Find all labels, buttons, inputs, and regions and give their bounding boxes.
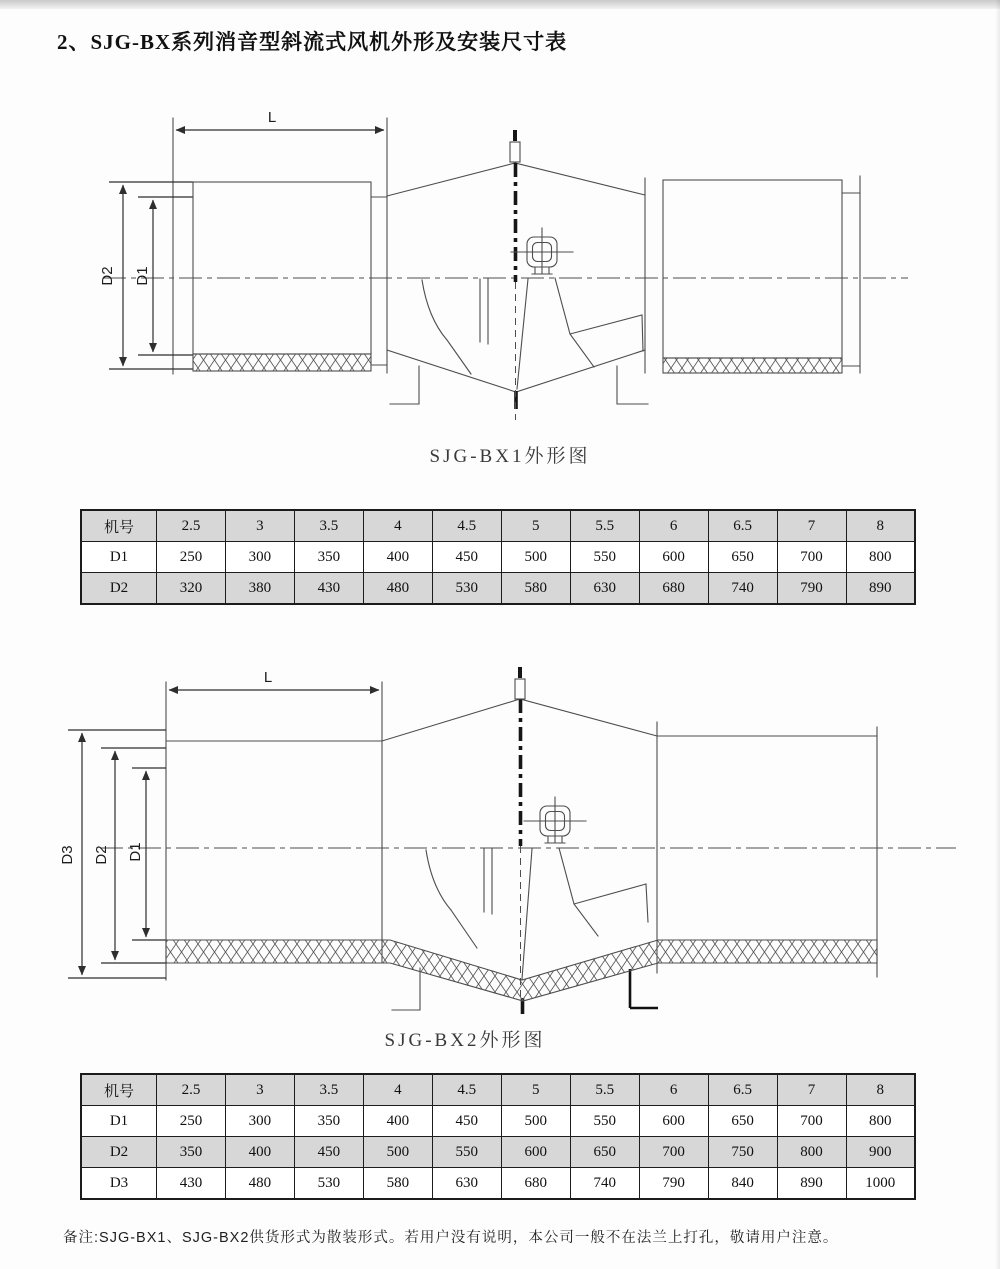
column-header-cell: 8: [846, 1074, 915, 1106]
column-header-cell: 2.5: [157, 1074, 226, 1106]
value-cell: 400: [225, 1137, 294, 1168]
value-cell: 600: [639, 1106, 708, 1137]
value-cell: 650: [570, 1137, 639, 1168]
dim-label-l: L: [263, 669, 273, 686]
table-row: [81, 542, 915, 573]
row-label-cell: D1: [81, 1106, 157, 1137]
column-header-cell: 6.5: [708, 1074, 777, 1106]
value-cell: 580: [363, 1168, 432, 1200]
junction-box-icon: [511, 228, 573, 274]
column-header-cell: 5: [501, 510, 570, 542]
column-header-cell: 5: [501, 1074, 570, 1106]
figure-caption-bx2: SJG-BX2外形图: [384, 1030, 546, 1051]
row-label-cell: D2: [81, 1137, 157, 1168]
row-label-cell: D2: [81, 573, 157, 605]
row-label-cell: 机号: [81, 1074, 157, 1106]
mounting-leg-left: [392, 968, 420, 1010]
value-cell: 790: [639, 1168, 708, 1200]
value-cell: 600: [501, 1137, 570, 1168]
value-cell: 480: [225, 1168, 294, 1200]
column-header-cell: 5.5: [570, 510, 639, 542]
right-silencer: [663, 176, 860, 373]
row-label-cell: D3: [81, 1168, 157, 1200]
dimension-table-bx2: [80, 1073, 916, 1200]
dim-label-d1: D1: [134, 266, 151, 286]
insulation-hatch-band: [166, 940, 877, 1001]
column-header-cell: 6: [639, 1074, 708, 1106]
value-cell: 600: [639, 542, 708, 573]
value-cell: 680: [639, 573, 708, 605]
column-header-cell: 4: [363, 510, 432, 542]
value-cell: 900: [846, 1137, 915, 1168]
value-cell: 500: [501, 542, 570, 573]
value-cell: 400: [363, 1106, 432, 1137]
value-cell: 530: [432, 573, 501, 605]
value-cell: 350: [294, 542, 363, 573]
value-cell: 550: [570, 1106, 639, 1137]
dim-label-d2: D2: [99, 266, 116, 286]
table-header-row: [81, 510, 915, 542]
mounting-leg-right: [630, 969, 658, 1008]
dimension-l: [166, 669, 382, 980]
column-header-cell: 8: [846, 510, 915, 542]
value-cell: 1000: [846, 1168, 915, 1200]
dim-label-d1: D1: [127, 842, 144, 862]
value-cell: 580: [501, 573, 570, 605]
right-silencer: [657, 722, 877, 977]
table-row: [81, 573, 915, 605]
remark-note: 备注:SJG-BX1、SJG-BX2供货形式为散装形式。若用户没有说明，本公司一般不在法兰上打孔，敬请用户注意。: [63, 1230, 839, 1246]
value-cell: 740: [570, 1168, 639, 1200]
column-header-cell: 3.5: [294, 1074, 363, 1106]
table-header-row: [81, 1074, 915, 1106]
value-cell: 840: [708, 1168, 777, 1200]
insulation-hatch: [663, 358, 842, 373]
value-cell: 500: [501, 1106, 570, 1137]
value-cell: 700: [777, 542, 846, 573]
value-cell: 740: [708, 573, 777, 605]
dim-label-d3: D3: [59, 845, 76, 865]
value-cell: 800: [846, 1106, 915, 1137]
value-cell: 450: [294, 1137, 363, 1168]
value-cell: 400: [363, 542, 432, 573]
left-silencer: [193, 182, 387, 371]
value-cell: 550: [570, 542, 639, 573]
dimension-d1: [127, 768, 166, 940]
shaft-bolt: [515, 679, 525, 699]
column-header-cell: 3.5: [294, 510, 363, 542]
value-cell: 790: [777, 573, 846, 605]
value-cell: 450: [432, 1106, 501, 1137]
figure-caption-bx1: SJG-BX1外形图: [429, 446, 591, 467]
dimension-d1: [134, 197, 193, 355]
value-cell: 480: [363, 573, 432, 605]
dimension-table-bx1: [80, 509, 916, 605]
junction-box-icon: [524, 797, 586, 843]
dimension-d3: [59, 730, 166, 978]
value-cell: 320: [157, 573, 226, 605]
row-label-cell: D1: [81, 542, 157, 573]
dim-label-l: L: [267, 109, 277, 126]
table-row: [81, 1168, 915, 1200]
value-cell: 430: [294, 573, 363, 605]
insulation-hatch: [193, 354, 371, 371]
value-cell: 700: [777, 1106, 846, 1137]
value-cell: 800: [777, 1137, 846, 1168]
column-header-cell: 2.5: [157, 510, 226, 542]
value-cell: 890: [846, 573, 915, 605]
value-cell: 890: [777, 1168, 846, 1200]
value-cell: 530: [294, 1168, 363, 1200]
value-cell: 700: [639, 1137, 708, 1168]
drawing-sjg-bx1: [99, 109, 908, 420]
value-cell: 680: [501, 1168, 570, 1200]
value-cell: 630: [432, 1168, 501, 1200]
column-header-cell: 6: [639, 510, 708, 542]
value-cell: 650: [708, 542, 777, 573]
dim-label-d2: D2: [93, 845, 110, 865]
value-cell: 250: [157, 1106, 226, 1137]
column-header-cell: 4.5: [432, 1074, 501, 1106]
row-label-cell: 机号: [81, 510, 157, 542]
value-cell: 550: [432, 1137, 501, 1168]
value-cell: 350: [157, 1137, 226, 1168]
value-cell: 250: [157, 542, 226, 573]
drawing-sjg-bx2: [59, 667, 956, 1014]
value-cell: 800: [846, 542, 915, 573]
value-cell: 650: [708, 1106, 777, 1137]
column-header-cell: 3: [225, 510, 294, 542]
page-title: 2、SJG-BX系列消音型斜流式风机外形及安装尺寸表: [57, 30, 568, 54]
column-header-cell: 4: [363, 1074, 432, 1106]
dimension-l: [173, 109, 387, 374]
value-cell: 630: [570, 573, 639, 605]
column-header-cell: 4.5: [432, 510, 501, 542]
column-header-cell: 3: [225, 1074, 294, 1106]
column-header-cell: 6.5: [708, 510, 777, 542]
value-cell: 430: [157, 1168, 226, 1200]
value-cell: 500: [363, 1137, 432, 1168]
table-row: [81, 1137, 915, 1168]
value-cell: 300: [225, 542, 294, 573]
column-header-cell: 7: [777, 510, 846, 542]
value-cell: 750: [708, 1137, 777, 1168]
fan-casing: [387, 130, 648, 420]
value-cell: 300: [225, 1106, 294, 1137]
column-header-cell: 5.5: [570, 1074, 639, 1106]
table-row: [81, 1106, 915, 1137]
shaft-bolt: [510, 142, 520, 162]
value-cell: 350: [294, 1106, 363, 1137]
value-cell: 450: [432, 542, 501, 573]
column-header-cell: 7: [777, 1074, 846, 1106]
value-cell: 380: [225, 573, 294, 605]
